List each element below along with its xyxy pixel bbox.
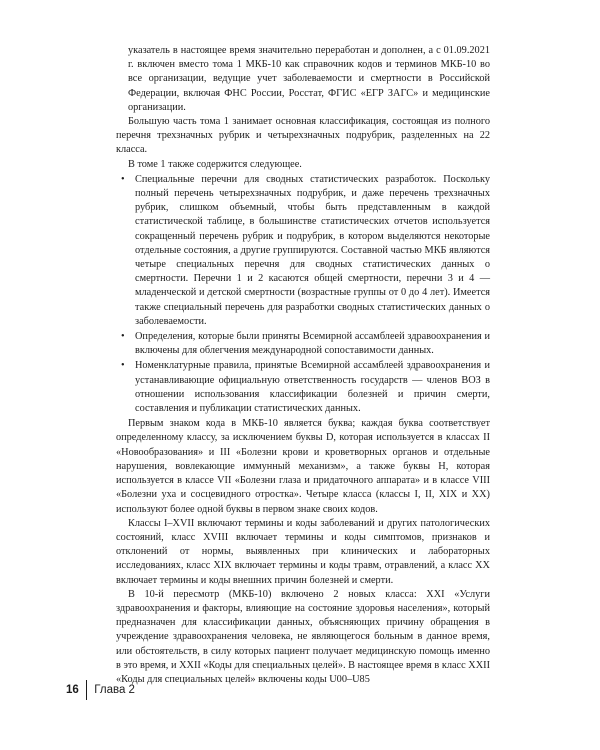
list-item — [116, 359, 490, 416]
page-number: 16 — [66, 684, 79, 696]
bullet-list — [116, 173, 490, 416]
list-item-text: Номенклатурные правила, принятые Всемирной ассамблеей здравоохранения и устанавливающие официальную ответственность государств — членов ВОЗ в отношении использования классификации болезней и причин смерти, составления и публикации статистических данных. — [135, 360, 490, 415]
body-text — [116, 44, 490, 687]
paragraph-main-classification: Большую часть тома 1 занимает основная классификация, состоящая из полного перечня трехзначных рубрик и четырехзначных подрубрик, разделенных на 22 класса. — [116, 116, 490, 156]
bullet-icon: • — [121, 331, 125, 343]
paragraph-classes: Классы I–XVII включают термины и коды заболеваний и других патологических состояний, класс XVIII включает термины и коды симптомов, признаков и отклонений от нормы, выявленных при клинических и лабораторных исследованиях, класс XIX включает термины и коды травм, отравлений, а класс XX включает термины и коды внешних причин болезней и смерти. — [116, 517, 490, 586]
list-item — [116, 330, 490, 358]
chapter-title: Глава 2 — [94, 684, 135, 696]
paragraph-continuation: указатель в настоящее время значительно переработан и дополнен, а с 01.09.2021 г. включен вместо тома 1 МКБ-10 как справочник кодов и терминов МКБ-10 во все организации, ведущие учет заболеваемости и смертности в Российской Федерации, включая ФНС России, Росстат, ФГИС «ЕГР ЗАГС» и медицинские организации. — [128, 45, 490, 113]
list-item — [116, 173, 490, 329]
footer-divider — [86, 680, 88, 700]
paragraph-revision: В 10-й пересмотр (МКБ-10) включено 2 новых класса: XXI «Услуги здравоохранения и факторы, влияющие на состояние здоровья населения», который предназначен для классификации данных, объясняющих причину обращения в учреждение здравоохранения человека, не являющегося больным в данное время, или обстоятельств, в силу которых пациент получает медицинскую помощь именно в это время, и XXII «Коды для специальных целей». В настоящее время в класс XXII «Коды для специальных целей» включены коды U00–U85 — [116, 588, 490, 685]
list-item-text: Определения, которые были приняты Всемирной ассамблеей здравоохранения и включены для облегчения международной сопоставимости данных. — [135, 331, 490, 357]
bullet-icon: • — [121, 173, 125, 185]
paragraph-code-letters: Первым знаком кода в МКБ-10 является буква; каждая буква соответствует определенному классу, за исключением буквы D, которая используется в классах II «Новообразования» и III «Болезни крови и кроветворных органов и отдельные нарушения, вовлекающие иммунный механизм», а также буквы H, которая используется в классе VII «Болезни глаза и придаточного аппарата» и в классе VIII «Болезни уха и сосцевидного отростка». Четыре класса (классы I, II, XIX и XX) используют более одной буквы в первом знаке своих кодов. — [116, 418, 490, 515]
list-item-text: Специальные перечни для сводных статистических разработок. Поскольку полный перечень четырехзначных подрубрик, и даже перечень трехзначных рубрик, слишком объемный, чтобы быть представленным в каждой статистической таблице, в большинстве статистических отчетов используется сокращенный перечень рубрик и подрубрик, в котором выделяются некоторые отдельные состояния, а другие группируются. Составной частью МКБ являются четыре специальных перечня для сводных статистических данных о смертности. Перечни 1 и 2 касаются общей смертности, перечни 3 и 4 — младенческой и детской смертности (возрастные группы от 0 до 4 лет). Имеется также специальный перечень для разработки сводных статистических данных о заболеваемости. — [135, 173, 490, 327]
paragraph-volume-contents: В томе 1 также содержится следующее. — [128, 158, 302, 170]
page-footer — [66, 680, 135, 700]
bullet-icon: • — [121, 360, 125, 372]
